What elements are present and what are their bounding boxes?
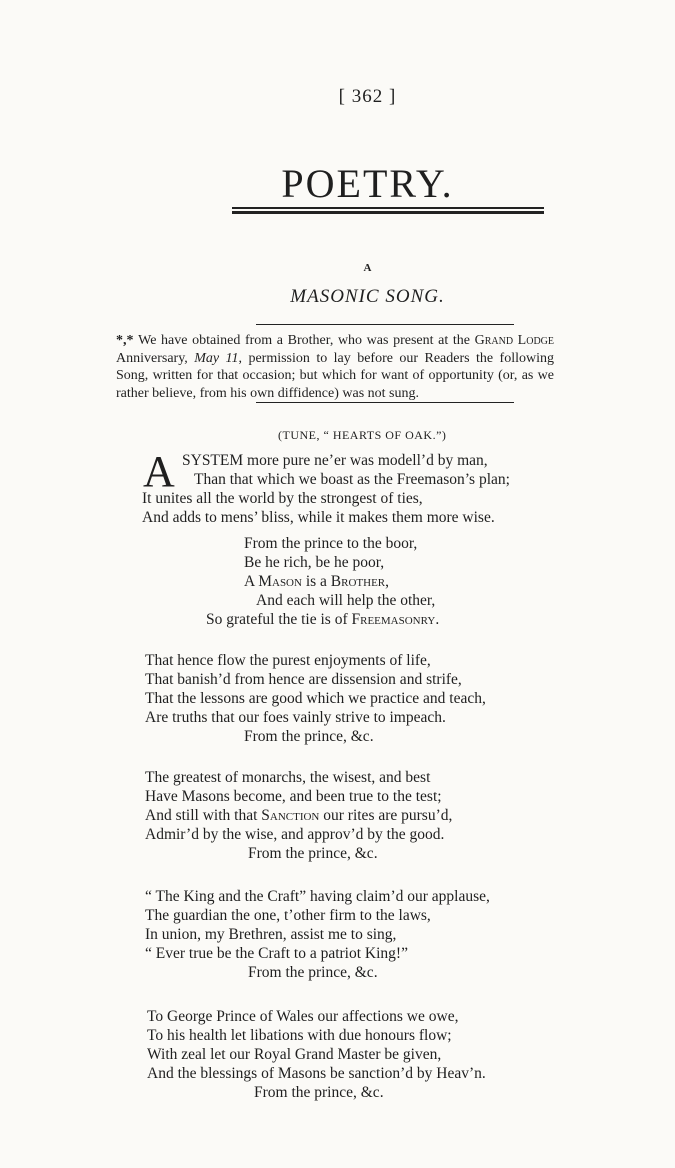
stanza4-line4: “ Ever true be the Craft to a patriot King!” (145, 945, 408, 962)
chorus-l3-c: is a (301, 573, 331, 590)
double-rule (232, 207, 544, 214)
stanza2-line3: That the lessons are good which we practice and teach, (145, 690, 486, 707)
stanza3-line3 (145, 807, 452, 825)
stanza1-line2: Than that which we boast as the Freemason’s plan; (194, 471, 510, 488)
editorial-note (116, 332, 554, 402)
chorus-l3-brother: Brother (330, 573, 386, 590)
chorus-l3-a: A (244, 573, 259, 590)
note-grand-lodge: Grand Lodge (474, 333, 554, 348)
rule-above-note (256, 324, 514, 325)
chorus-line4: And each will help the other, (256, 592, 436, 609)
stanza5-refrain: From the prince, &c. (254, 1084, 384, 1101)
stanza3-l3-c: our rites are pursu’d, (319, 807, 453, 824)
stanza3-line2: Have Masons become, and been true to the test; (145, 788, 442, 805)
chorus-l5-c: . (435, 611, 440, 628)
stanza3-refrain: From the prince, &c. (248, 845, 378, 862)
stanza5-line4: And the blessings of Masons be sanction’d by Heav’n. (147, 1065, 486, 1082)
drop-cap: A (143, 447, 175, 496)
chorus-line2: Be he rich, be he poor, (244, 554, 385, 571)
stanza4-refrain: From the prince, &c. (248, 964, 378, 981)
tune-direction: (TUNE, “ HEARTS OF OAK.”) (278, 428, 447, 442)
stanza5-line1: To George Prince of Wales our affections we owe, (147, 1008, 459, 1025)
stanza2-line2: That banish’d from hence are dissension and strife, (145, 671, 462, 688)
rule-below-note (256, 402, 514, 403)
note-text-1: We have obtained from a Brother, who was present at the (138, 333, 475, 348)
stanza4-line3: In union, my Brethren, assist me to sing, (145, 926, 397, 943)
stanza2-line4: Are truths that our foes vainly strive to impeach. (145, 709, 446, 726)
stanza5-line3: With zeal let our Royal Grand Master be given, (147, 1046, 442, 1063)
stanza2-refrain: From the prince, &c. (244, 728, 374, 745)
chorus-l3-e: , (385, 573, 390, 590)
stanza3-line1: The greatest of monarchs, the wisest, and best (145, 769, 431, 786)
chorus-l3-mason: Mason (258, 573, 302, 590)
stanza1-line4: And adds to mens’ bliss, while it makes them more wise. (142, 509, 495, 526)
song-title: MASONIC SONG. (290, 286, 445, 307)
stanza5-line2: To his health let libations with due honours flow; (147, 1027, 452, 1044)
stanza4-line1: “ The King and the Craft” having claim’d our applause, (145, 888, 490, 905)
stanza4-line2: The guardian the one, t’other firm to the laws, (145, 907, 431, 924)
stanza3-line4: Admir’d by the wise, and approv’d by the good. (145, 826, 445, 843)
note-text-3: , permission to lay before our Readers the following Song, written for that occasion; but which for want of opportunity (or, as we rather believe, from his own diffidence) was not sung. (116, 350, 554, 401)
stanza3-l3-sanction: Sanction (261, 807, 320, 824)
chorus-line5 (206, 611, 439, 629)
stanza3-l3-a: And still with that (145, 807, 262, 824)
stanza1-line1: SYSTEM more pure ne’er was modell’d by man, (182, 452, 488, 469)
chorus-l5-freemasonry: Freemasonry (351, 611, 436, 628)
chorus-l5-a: So grateful the tie is of (206, 611, 352, 628)
page-number: [ 362 ] (338, 86, 397, 107)
stanza2-line1: That hence flow the purest enjoyments of life, (145, 652, 431, 669)
section-title: POETRY. (281, 161, 454, 206)
chorus-line1: From the prince to the boor, (244, 535, 418, 552)
chorus-line3 (244, 573, 389, 591)
stanza1-line3: It unites all the world by the strongest of ties, (142, 490, 423, 507)
note-text-2: Anniversary, (116, 350, 195, 366)
asterism: *,* (116, 333, 139, 348)
song-article: A (363, 262, 372, 274)
note-date: May 11 (194, 350, 239, 366)
